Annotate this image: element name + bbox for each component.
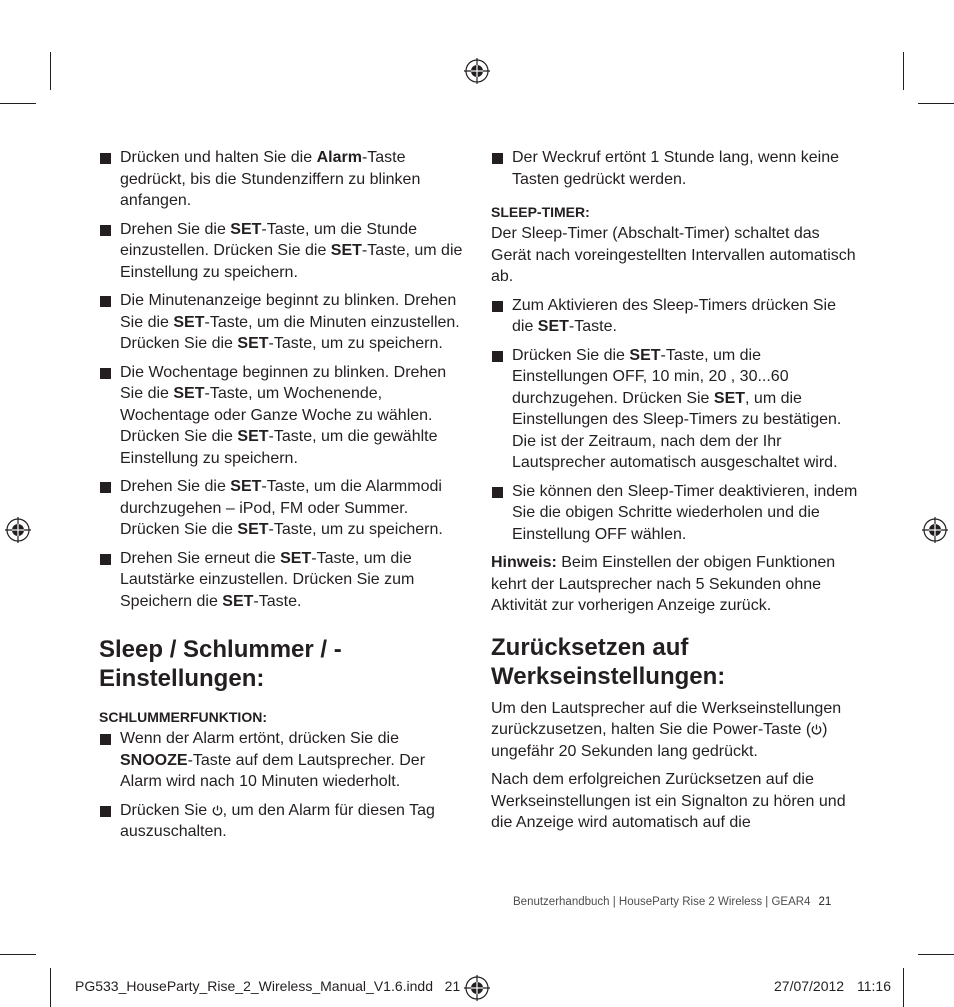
crop-mark: [0, 103, 36, 104]
sleep-timer-subheading: SLEEP-TIMER:: [491, 204, 590, 220]
list-item: Sie können den Sleep-Timer deaktivieren, indem Sie die obigen Schritte wiederholen und die Einstellung OFF wählen.: [491, 481, 861, 546]
power-icon: [212, 805, 223, 816]
slug-date: 27/07/2012: [774, 978, 845, 994]
page-number: 21: [818, 896, 832, 908]
factory-reset-heading: Zurücksetzen auf Werkseinstellungen:: [491, 633, 726, 690]
snooze-subheading: SCHLUMMERFUNKTION:: [99, 709, 267, 725]
left-column: [99, 147, 464, 850]
crop-mark: [903, 968, 904, 1007]
slug-time: 11:16: [857, 978, 891, 994]
page-footer: [513, 896, 831, 908]
registration-mark-icon: [5, 517, 31, 543]
snooze-steps-list: [99, 728, 464, 843]
sleep-heading: Sleep / Schlummer / -Einstellungen:: [99, 636, 342, 692]
crop-mark: [918, 954, 954, 955]
right-column: [491, 147, 861, 841]
list-item: Die Minutenanzeige beginnt zu blinken. Drehen Sie die SET-Taste, um die Minuten einzustellen. Drücken Sie die SET-Taste, um zu speichern.: [99, 290, 464, 355]
list-item: Drücken und halten Sie die Alarm-Taste gedrückt, bis die Stundenziffern zu blinken anfangen.: [99, 147, 464, 212]
list-item: Drehen Sie die SET-Taste, um die Stunde einzustellen. Drücken Sie die SET-Taste, um die Einstellung zu speichern.: [99, 219, 464, 284]
factory-reset-text: [491, 698, 861, 834]
list-item: Drücken Sie die SET-Taste, um die Einstellungen OFF, 10 min, 20 , 30...60 durchzugehen. Drücken Sie SET, um die Einstellungen des Sleep-Timers zu bestätigen. Die ist der Zeitraum, nach dem der Ihr Lautsprecher automatisch ausgeschaltet wird.: [491, 345, 861, 474]
crop-mark: [0, 954, 36, 955]
paragraph: Nach dem erfolgreichen Zurücksetzen auf die Werkseinstellungen ist ein Signalton zu hören und die Anzeige wird automatisch auf die: [491, 771, 846, 831]
list-item: Der Weckruf ertönt 1 Stunde lang, wenn keine Tasten gedrückt werden.: [491, 147, 861, 190]
sleep-timer-intro: Der Sleep-Timer (Abschalt-Timer) schaltet das Gerät nach voreingestellten Intervallen automatisch ab.: [491, 225, 856, 285]
footer-text: Benutzerhandbuch | HouseParty Rise 2 Wireless | GEAR4: [513, 896, 811, 908]
sleep-timer-steps-list: [491, 295, 861, 546]
alarm-info-list: [491, 147, 861, 190]
crop-mark: [918, 103, 954, 104]
list-item: Zum Aktivieren des Sleep-Timers drücken Sie die SET-Taste.: [491, 295, 861, 338]
crop-mark: [50, 968, 51, 1007]
crop-mark: [903, 52, 904, 90]
list-item: Die Wochentage beginnen zu blinken. Drehen Sie die SET-Taste, um Wochenende, Wochentage oder Ganze Woche zu wählen. Drücken Sie die SET-Taste, um die gewählte Einstellung zu speichern.: [99, 362, 464, 470]
list-item: Drücken Sie , um den Alarm für diesen Tag auszuschalten.: [99, 800, 464, 843]
registration-mark-icon: [464, 58, 490, 84]
list-item: Drehen Sie erneut die SET-Taste, um die Lautstärke einzustellen. Drücken Sie zum Speichern die SET-Taste.: [99, 548, 464, 613]
registration-mark-icon: [922, 517, 948, 543]
crop-mark: [50, 52, 51, 90]
power-icon: [811, 724, 822, 735]
list-item: Wenn der Alarm ertönt, drücken Sie die SNOOZE-Taste auf dem Lautsprecher. Der Alarm wird nach 10 Minuten wiederholt.: [99, 728, 464, 793]
registration-mark-icon: [464, 975, 490, 1001]
paragraph: Um den Lautsprecher auf die Werkseinstellungen zurückzusetzen, halten Sie die Power-Taste ( ) ungefähr 20 Sekunden lang gedrückt.: [491, 699, 842, 760]
alarm-steps-list: [99, 147, 464, 612]
note-paragraph: Hinweis: Beim Einstellen der obigen Funktionen kehrt der Lautsprecher nach 5 Sekunden ohne Aktivität zur vorherigen Anzeige zurück.: [491, 554, 836, 614]
slug-filename: PG533_HouseParty_Rise_2_Wireless_Manual_V1.6.indd 21: [75, 978, 461, 994]
list-item: Drehen Sie die SET-Taste, um die Alarmmodi durchzugehen – iPod, FM oder Summer. Drücken Sie die SET-Taste, um zu speichern.: [99, 476, 464, 541]
